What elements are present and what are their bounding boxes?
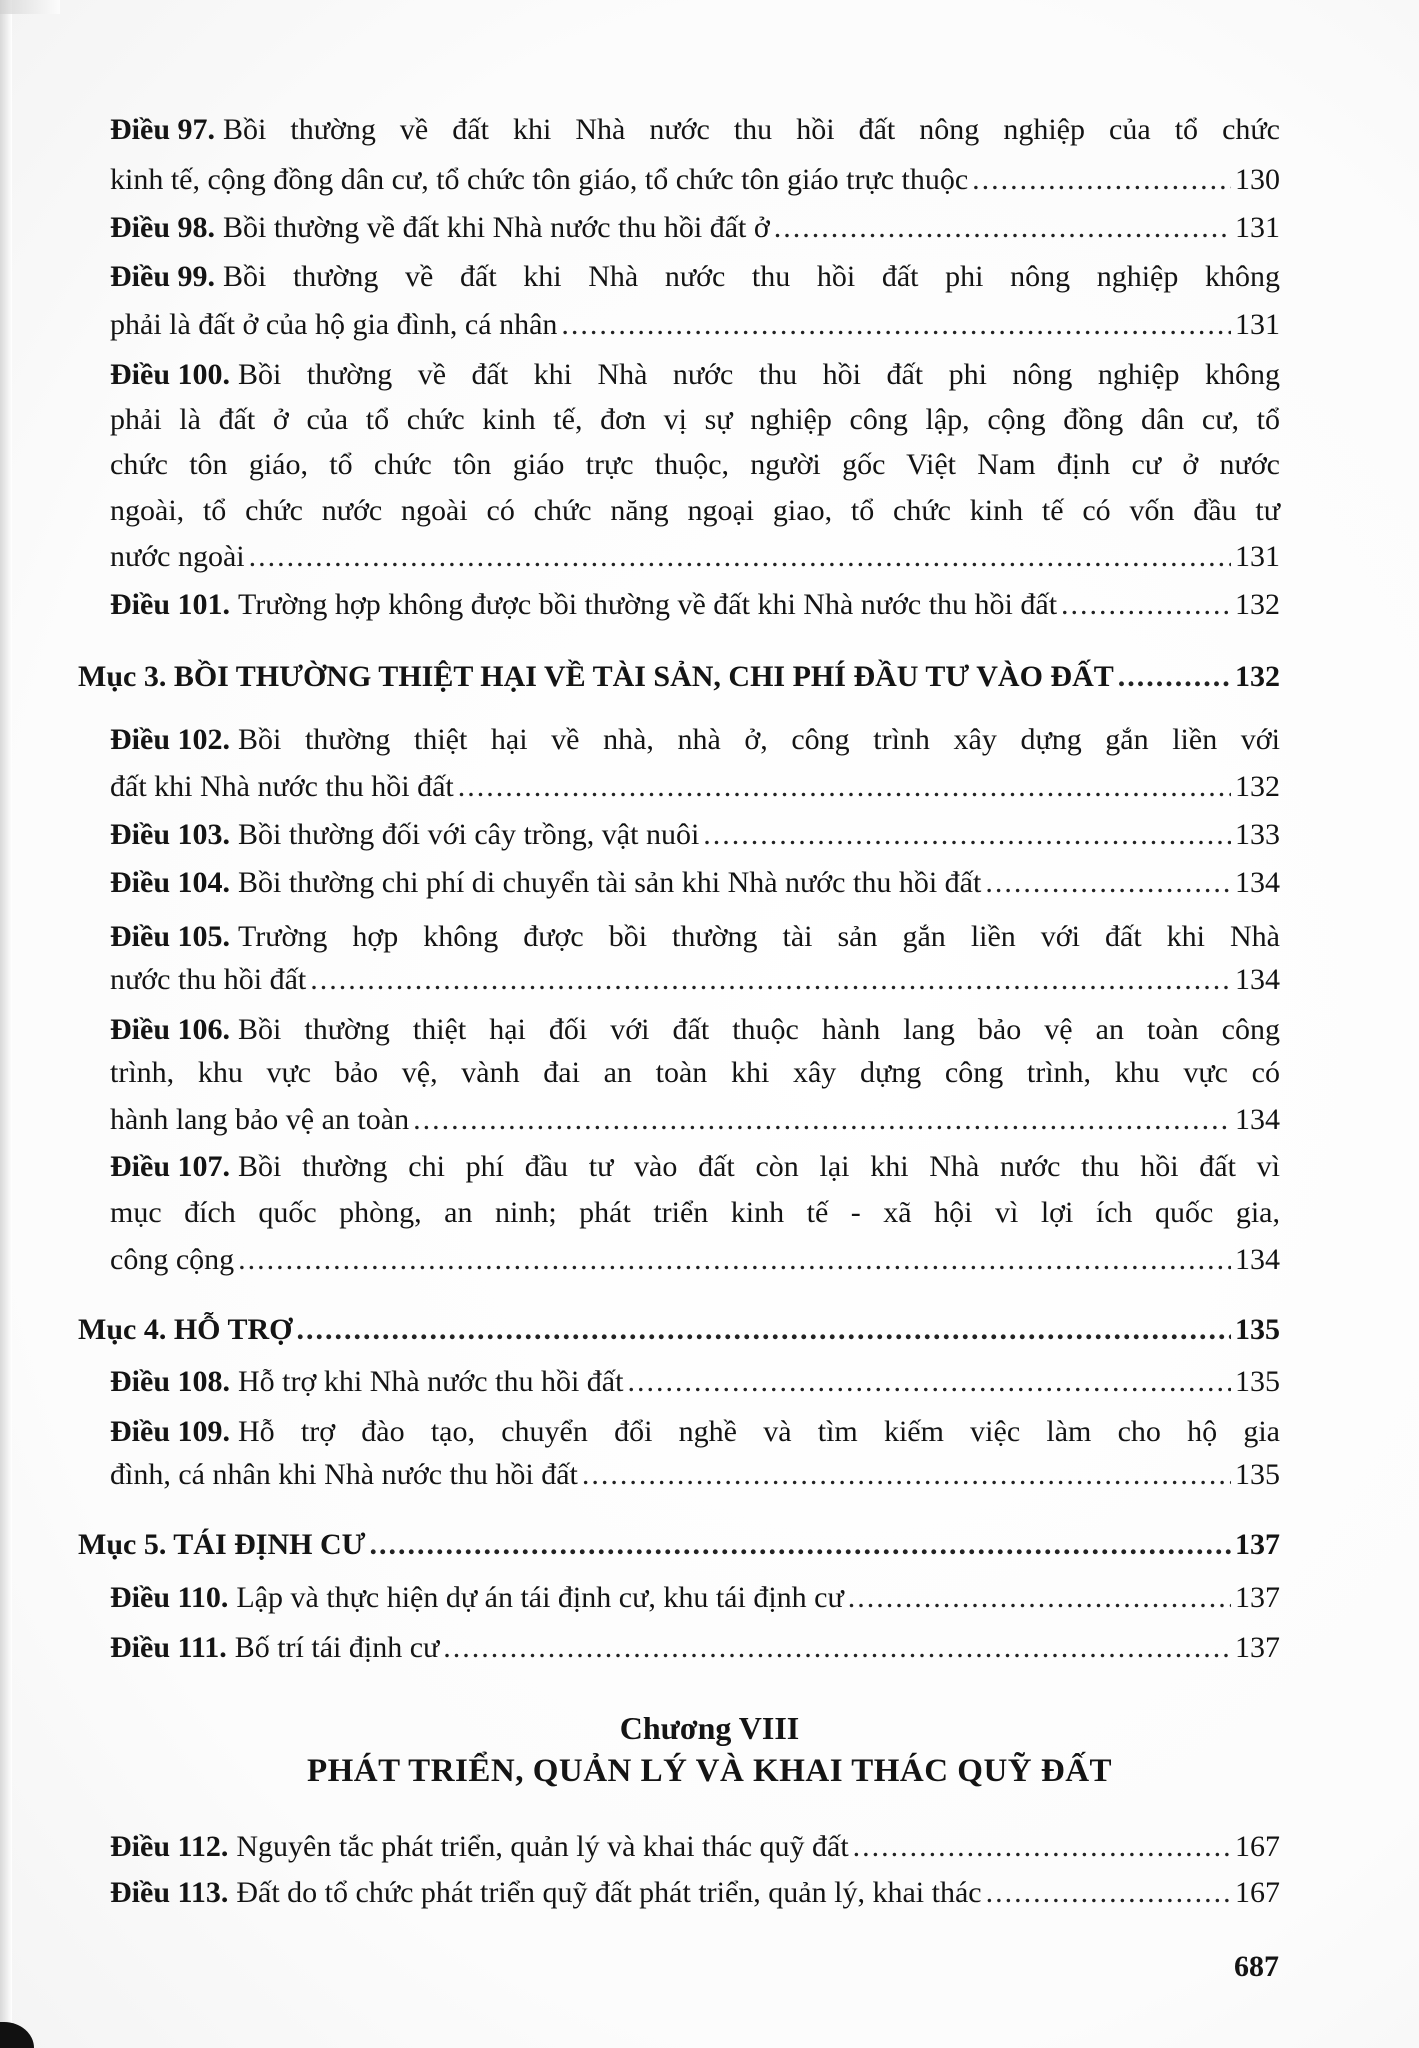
page-ref: 134 — [1235, 866, 1280, 899]
article-title-cont: ngoài, tổ chức nước ngoài có chức năng ngoại giao, tổ chức kinh tế có vốn đầu tư — [110, 494, 1280, 527]
article-label: Điều 104. — [110, 866, 230, 899]
toc-entry-113[interactable] — [110, 1873, 1280, 1913]
leader-dots — [370, 1525, 1231, 1565]
leader-dots — [627, 1362, 1231, 1402]
toc-entry-102-line2[interactable] — [110, 767, 1280, 807]
page-ref: 131 — [1235, 308, 1280, 341]
leader-dots — [561, 305, 1231, 345]
leader-dots — [458, 767, 1231, 807]
section-title: Mục 4. HỖ TRỢ — [78, 1313, 293, 1346]
article-title: Bồi thường chi phí đầu tư vào đất còn lại khi Nhà nước thu hồi đất vì — [238, 1150, 1280, 1183]
article-title: Bồi thường về đất khi Nhà nước thu hồi đất phi nông nghiệp không — [223, 260, 1280, 293]
page-ref: 132 — [1235, 588, 1280, 621]
article-title: Bồi thường thiệt hại về nhà, nhà ở, công trình xây dựng gắn liền với — [238, 723, 1280, 756]
toc-entry-110[interactable] — [110, 1578, 1280, 1618]
article-label: Điều 98. — [110, 211, 215, 244]
toc-entry-109-line2[interactable] — [110, 1455, 1280, 1495]
page-ref: 137 — [1235, 1528, 1280, 1561]
leader-dots — [986, 1873, 1231, 1913]
leader-dots — [582, 1455, 1231, 1495]
leader-dots — [249, 537, 1231, 577]
article-label: Điều 106. — [110, 1013, 230, 1046]
article-label: Điều 100. — [110, 358, 230, 391]
toc-section-4[interactable] — [78, 1310, 1280, 1350]
toc-entry-98[interactable] — [110, 208, 1280, 248]
toc-entry-108[interactable] — [110, 1362, 1280, 1402]
article-title: Đất do tổ chức phát triển quỹ đất phát triển, quản lý, khai thác — [236, 1876, 982, 1909]
page-ref: 167 — [1235, 1876, 1280, 1909]
leader-dots — [1118, 657, 1231, 697]
leader-dots — [853, 1827, 1231, 1867]
page-corner-top-left — [0, 0, 60, 14]
page-ref: 135 — [1235, 1365, 1280, 1398]
article-title: Bồi thường về đất khi Nhà nước thu hồi đất ở — [223, 211, 770, 244]
leader-dots — [1061, 585, 1231, 625]
toc-entry-112[interactable] — [110, 1827, 1280, 1867]
toc-entry-100-line5[interactable] — [110, 537, 1280, 577]
leader-dots — [310, 960, 1231, 1000]
article-title-cont: phải là đất ở của hộ gia đình, cá nhân — [110, 308, 558, 341]
article-label: Điều 107. — [110, 1150, 230, 1183]
page-ref: 137 — [1235, 1581, 1280, 1614]
toc-entry-107-line3[interactable] — [110, 1240, 1280, 1280]
toc-entry-104[interactable] — [110, 863, 1280, 903]
article-title-cont: phải là đất ở của tổ chức kinh tế, đơn vị sự nghiệp công lập, cộng đồng dân cư, tổ — [110, 403, 1280, 436]
article-title-cont: đất khi Nhà nước thu hồi đất — [110, 770, 454, 803]
leader-dots — [413, 1100, 1231, 1140]
section-title: Mục 3. BỒI THƯỜNG THIỆT HẠI VỀ TÀI SẢN, CHI PHÍ ĐẦU TƯ VÀO ĐẤT — [78, 660, 1114, 693]
article-label: Điều 110. — [110, 1581, 229, 1614]
leader-dots — [972, 160, 1231, 200]
toc-entry-100-line4 — [110, 491, 1280, 531]
toc-entry-97-line2[interactable] — [110, 160, 1280, 200]
article-title: Hỗ trợ đào tạo, chuyển đổi nghề và tìm kiếm việc làm cho hộ gia — [238, 1415, 1280, 1448]
article-title: Hỗ trợ khi Nhà nước thu hồi đất — [238, 1365, 624, 1398]
article-title-cont: kinh tế, cộng đồng dân cư, tổ chức tôn giáo, tổ chức tôn giáo trực thuộc — [110, 163, 969, 196]
toc-entry-105-line1 — [110, 917, 1280, 957]
page-ref: 131 — [1235, 211, 1280, 244]
page-ref: 167 — [1235, 1830, 1280, 1863]
article-label: Điều 111. — [110, 1631, 227, 1664]
article-label: Điều 97. — [110, 113, 215, 146]
section-title: Mục 5. TÁI ĐỊNH CƯ — [78, 1528, 366, 1561]
toc-entry-106-line2 — [110, 1053, 1280, 1093]
article-title: Bố trí tái định cư — [234, 1631, 440, 1664]
article-title: Lập và thực hiện dự án tái định cư, khu tái định cư — [236, 1581, 844, 1614]
chapter-title: PHÁT TRIỂN, QUẢN LÝ VÀ KHAI THÁC QUỸ ĐẤT — [306, 1753, 1113, 1789]
article-label: Điều 99. — [110, 260, 215, 293]
page-ref: 130 — [1235, 163, 1280, 196]
article-title: Bồi thường chi phí di chuyển tài sản khi Nhà nước thu hồi đất — [238, 866, 982, 899]
page-ref: 135 — [1235, 1458, 1280, 1491]
leader-dots — [296, 1310, 1231, 1350]
toc-entry-100-line2 — [110, 400, 1280, 440]
article-title: Bồi thường đối với cây trồng, vật nuôi — [238, 818, 700, 851]
page-ref: 133 — [1235, 818, 1280, 851]
toc-entry-103[interactable] — [110, 815, 1280, 855]
page-ref: 137 — [1235, 1631, 1280, 1664]
article-label: Điều 102. — [110, 723, 230, 756]
article-label: Điều 103. — [110, 818, 230, 851]
article-label: Điều 105. — [110, 920, 230, 953]
page-ref: 134 — [1235, 963, 1280, 996]
page-ref: 132 — [1235, 770, 1280, 803]
article-title: Trường hợp không được bồi thường tài sản gắn liền với đất khi Nhà — [238, 920, 1280, 953]
page-corner-bottom-left — [0, 2022, 34, 2048]
toc-section-5[interactable] — [78, 1525, 1280, 1565]
toc-entry-102-line1 — [110, 720, 1280, 760]
leader-dots — [443, 1628, 1231, 1668]
toc-entry-97-line1 — [110, 110, 1280, 150]
article-title-cont: mục đích quốc phòng, an ninh; phát triển kinh tế - xã hội vì lợi ích quốc gia, — [110, 1196, 1280, 1229]
toc-section-3[interactable] — [78, 657, 1280, 697]
toc-entry-99-line1 — [110, 257, 1280, 297]
page-ref: 131 — [1235, 540, 1280, 573]
article-title-cont: hành lang bảo vệ an toàn — [110, 1103, 410, 1136]
article-title-cont: nước ngoài — [110, 540, 245, 573]
toc-entry-107-line2 — [110, 1193, 1280, 1233]
article-label: Điều 109. — [110, 1415, 230, 1448]
leader-dots — [238, 1240, 1231, 1280]
toc-entry-99-line2[interactable] — [110, 305, 1280, 345]
article-title-cont: trình, khu vực bảo vệ, vành đai an toàn khi xây dựng công trình, khu vực có — [110, 1056, 1280, 1089]
toc-entry-109-line1 — [110, 1412, 1280, 1452]
toc-entry-107-line1 — [110, 1147, 1280, 1187]
page-ref: 134 — [1235, 1103, 1280, 1136]
article-title-cont: chức tôn giáo, tổ chức tôn giáo trực thuộc, người gốc Việt Nam định cư ở nước — [110, 448, 1280, 481]
article-title: Trường hợp không được bồi thường về đất khi Nhà nước thu hồi đất — [238, 588, 1058, 621]
toc-entry-106-line1 — [110, 1010, 1280, 1050]
article-title: Bồi thường thiệt hại đối với đất thuộc hành lang bảo vệ an toàn công — [238, 1013, 1280, 1046]
article-label: Điều 112. — [110, 1830, 229, 1863]
toc-entry-100-line3 — [110, 445, 1280, 485]
leader-dots — [985, 863, 1231, 903]
leader-dots — [703, 815, 1231, 855]
page-ref: 134 — [1235, 1243, 1280, 1276]
article-title: Bồi thường về đất khi Nhà nước thu hồi đất phi nông nghiệp không — [238, 358, 1280, 391]
toc-entry-101[interactable] — [110, 585, 1280, 625]
toc-entry-106-line3[interactable] — [110, 1100, 1280, 1140]
page-number: 687 — [1234, 1950, 1279, 1983]
toc-entry-100-line1 — [110, 355, 1280, 395]
article-label: Điều 101. — [110, 588, 230, 621]
article-label: Điều 113. — [110, 1876, 229, 1909]
article-title-cont: công cộng — [110, 1243, 235, 1276]
article-title-cont: nước thu hồi đất — [110, 963, 307, 996]
article-title: Bồi thường về đất khi Nhà nước thu hồi đất nông nghiệp của tổ chức — [223, 113, 1280, 146]
article-label: Điều 108. — [110, 1365, 230, 1398]
chapter-number: Chương VIII — [619, 1710, 800, 1746]
page-ref: 135 — [1235, 1313, 1280, 1346]
page-ref: 132 — [1235, 660, 1280, 693]
article-title-cont: đình, cá nhân khi Nhà nước thu hồi đất — [110, 1458, 578, 1491]
leader-dots — [848, 1578, 1231, 1618]
toc-entry-111[interactable] — [110, 1628, 1280, 1668]
article-title: Nguyên tắc phát triển, quản lý và khai thác quỹ đất — [236, 1830, 849, 1863]
leader-dots — [774, 208, 1231, 248]
toc-entry-105-line2[interactable] — [110, 960, 1280, 1000]
